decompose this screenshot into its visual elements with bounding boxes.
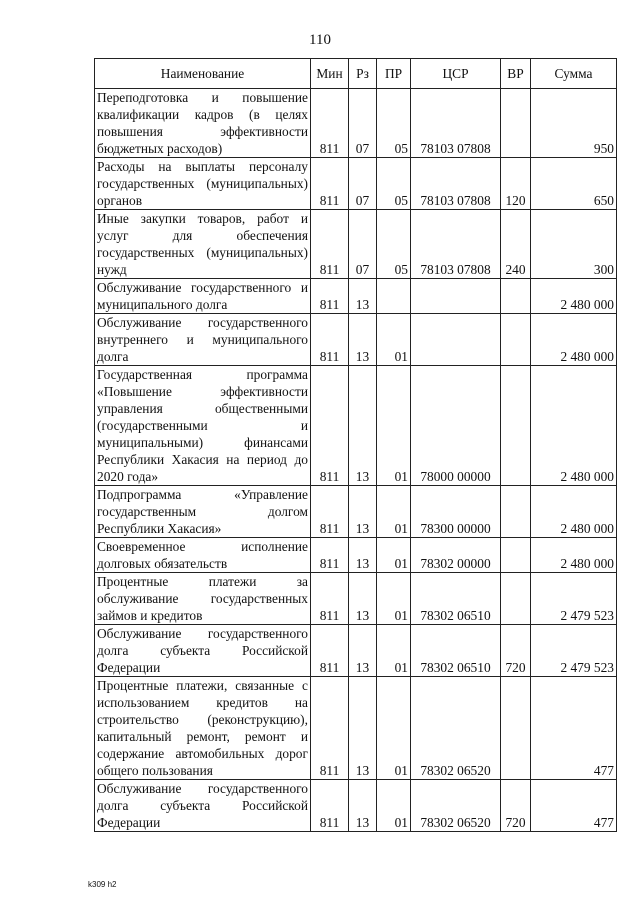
table-row — [95, 314, 617, 366]
cell-vr — [501, 538, 531, 573]
cell-pr: 01 — [377, 677, 411, 780]
cell-rz: 13 — [349, 366, 377, 486]
cell-name: Расходы на выплаты персоналу государственных (муниципальных) органов — [95, 158, 311, 210]
cell-csr — [411, 314, 501, 366]
cell-rz: 07 — [349, 158, 377, 210]
header-min: Мин — [311, 59, 349, 89]
cell-vr: 720 — [501, 625, 531, 677]
cell-vr — [501, 89, 531, 158]
cell-vr — [501, 366, 531, 486]
cell-vr: 720 — [501, 780, 531, 832]
cell-sum: 2 479 523 — [531, 573, 617, 625]
cell-min: 811 — [311, 89, 349, 158]
cell-name: Процентные платежи за обслуживание государственных займов и кредитов — [95, 573, 311, 625]
page-number: 110 — [309, 32, 331, 48]
cell-min: 811 — [311, 677, 349, 780]
cell-pr: 01 — [377, 486, 411, 538]
table-row — [95, 780, 617, 832]
cell-csr — [411, 279, 501, 314]
header-name: Наименование — [95, 59, 311, 89]
cell-csr: 78103 07808 — [411, 210, 501, 279]
header-csr: ЦСР — [411, 59, 501, 89]
cell-sum: 2 479 523 — [531, 625, 617, 677]
cell-pr: 01 — [377, 538, 411, 573]
budget-table — [94, 58, 617, 832]
cell-sum: 477 — [531, 677, 617, 780]
cell-sum: 950 — [531, 89, 617, 158]
cell-name: Обслуживание государственного долга субъекта Российской Федерации — [95, 780, 311, 832]
cell-csr: 78103 07808 — [411, 158, 501, 210]
cell-rz: 13 — [349, 279, 377, 314]
cell-sum: 477 — [531, 780, 617, 832]
cell-sum: 2 480 000 — [531, 538, 617, 573]
table-row — [95, 538, 617, 573]
cell-name: Подпрограмма «Управление государственным долгом Республики Хакасия» — [95, 486, 311, 538]
cell-rz: 13 — [349, 314, 377, 366]
cell-name: Своевременное исполнение долговых обязательств — [95, 538, 311, 573]
cell-name: Иные закупки товаров, работ и услуг для обеспечения государственных (муниципальных) нужд — [95, 210, 311, 279]
table-row — [95, 210, 617, 279]
cell-vr — [501, 573, 531, 625]
cell-min: 811 — [311, 486, 349, 538]
cell-name: Переподготовка и повышение квалификации кадров (в целях повышения эффективности бюджетных расходов) — [95, 89, 311, 158]
table-row — [95, 89, 617, 158]
cell-pr: 05 — [377, 210, 411, 279]
cell-pr: 01 — [377, 573, 411, 625]
cell-sum: 650 — [531, 158, 617, 210]
cell-rz: 13 — [349, 538, 377, 573]
cell-pr: 01 — [377, 314, 411, 366]
cell-name: Обслуживание государственного долга субъекта Российской Федерации — [95, 625, 311, 677]
cell-vr — [501, 677, 531, 780]
cell-rz: 13 — [349, 677, 377, 780]
table-row — [95, 573, 617, 625]
cell-csr: 78302 00000 — [411, 538, 501, 573]
cell-rz: 07 — [349, 210, 377, 279]
cell-min: 811 — [311, 279, 349, 314]
cell-pr: 05 — [377, 158, 411, 210]
cell-rz: 07 — [349, 89, 377, 158]
table-row — [95, 158, 617, 210]
header-rz: Рз — [349, 59, 377, 89]
header-pr: ПР — [377, 59, 411, 89]
cell-csr: 78302 06510 — [411, 573, 501, 625]
cell-min: 811 — [311, 366, 349, 486]
cell-name: Обслуживание государственного и муниципального долга — [95, 279, 311, 314]
cell-pr: 01 — [377, 625, 411, 677]
cell-pr — [377, 279, 411, 314]
cell-rz: 13 — [349, 780, 377, 832]
cell-csr: 78103 07808 — [411, 89, 501, 158]
header-sum: Сумма — [531, 59, 617, 89]
cell-pr: 05 — [377, 89, 411, 158]
header-vr: ВР — [501, 59, 531, 89]
cell-sum: 2 480 000 — [531, 314, 617, 366]
cell-rz: 13 — [349, 573, 377, 625]
cell-sum: 2 480 000 — [531, 366, 617, 486]
cell-min: 811 — [311, 538, 349, 573]
table-row — [95, 625, 617, 677]
cell-csr: 78302 06510 — [411, 625, 501, 677]
cell-vr: 240 — [501, 210, 531, 279]
cell-rz: 13 — [349, 625, 377, 677]
cell-pr: 01 — [377, 366, 411, 486]
cell-min: 811 — [311, 314, 349, 366]
cell-sum: 2 480 000 — [531, 279, 617, 314]
cell-name: Государственная программа «Повышение эффективности управления общественными (государственными и муниципальными) финансами Республики Хакасия на период до 2020 года» — [95, 366, 311, 486]
cell-name: Обслуживание государственного внутреннего и муниципального долга — [95, 314, 311, 366]
table-row — [95, 366, 617, 486]
cell-csr: 78302 06520 — [411, 780, 501, 832]
cell-vr — [501, 279, 531, 314]
cell-pr: 01 — [377, 780, 411, 832]
cell-csr: 78302 06520 — [411, 677, 501, 780]
cell-vr — [501, 486, 531, 538]
cell-min: 811 — [311, 625, 349, 677]
cell-rz: 13 — [349, 486, 377, 538]
cell-min: 811 — [311, 780, 349, 832]
table-row — [95, 279, 617, 314]
table-row — [95, 677, 617, 780]
cell-min: 811 — [311, 573, 349, 625]
cell-csr: 78300 00000 — [411, 486, 501, 538]
table-row — [95, 486, 617, 538]
cell-sum: 2 480 000 — [531, 486, 617, 538]
cell-min: 811 — [311, 158, 349, 210]
footer-document-code: k309 h2 — [88, 880, 117, 889]
cell-sum: 300 — [531, 210, 617, 279]
cell-name: Процентные платежи, связанные с использованием кредитов на строительство (реконструкцию), капитальный ремонт, ремонт и содержание автомобильных дорог общего пользования — [95, 677, 311, 780]
cell-vr — [501, 314, 531, 366]
table-header-row — [95, 59, 617, 89]
cell-vr: 120 — [501, 158, 531, 210]
cell-csr: 78000 00000 — [411, 366, 501, 486]
cell-min: 811 — [311, 210, 349, 279]
